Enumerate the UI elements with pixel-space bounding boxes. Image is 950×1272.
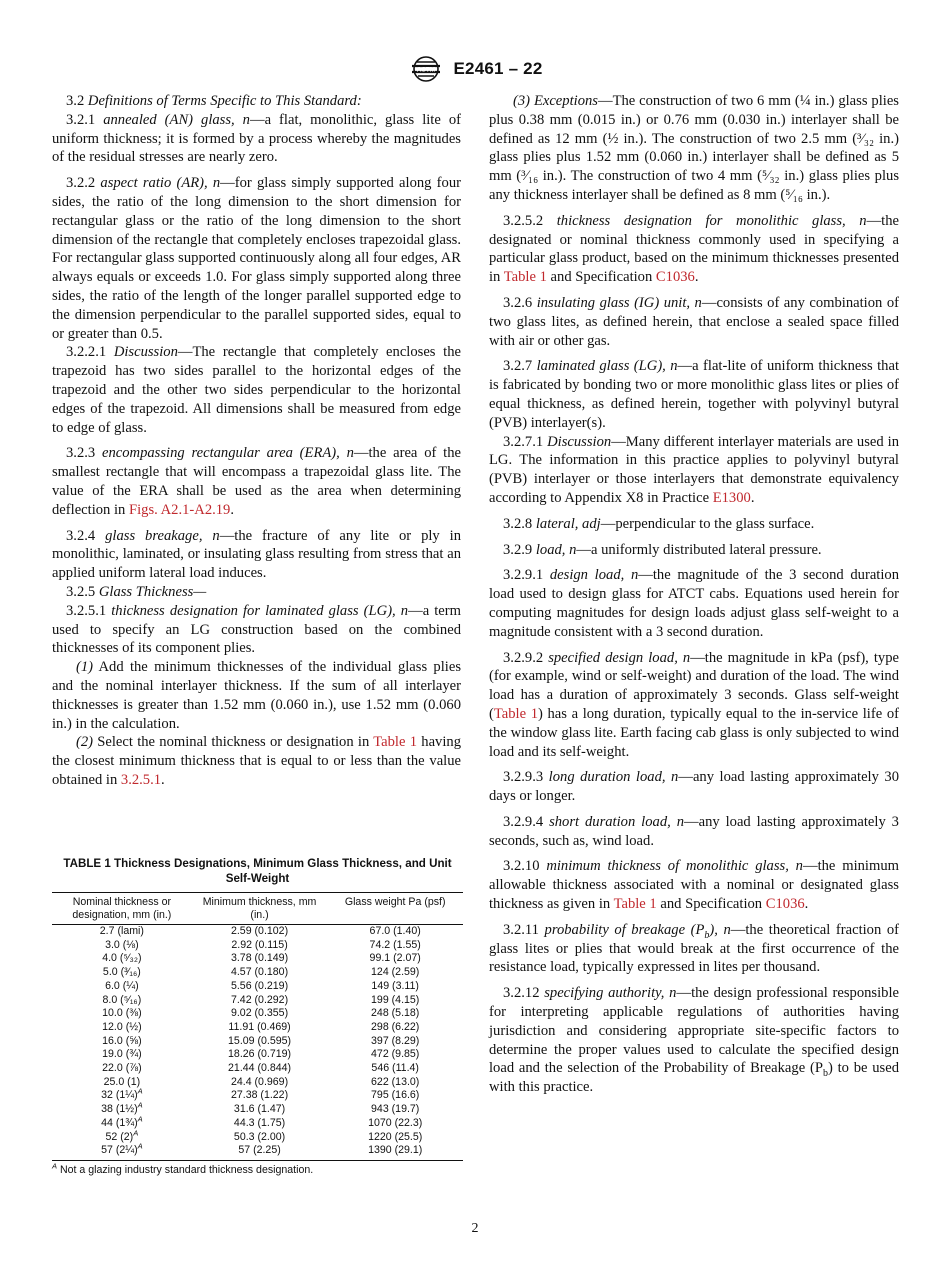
cell-weight: 199 (4.15) xyxy=(371,993,420,1006)
table-row xyxy=(52,1076,463,1090)
section-3-2-7: 3.2.7 laminated glass (LG), n—a flat-lite of uniform thickness that is fabricated by bonding two or more monolithic glass lites or plies of equal thickness, as defined herein, together with polyvinyl butyral (PVB) interlayer(s). xyxy=(489,358,899,431)
table-row xyxy=(52,1007,463,1021)
section-3-2-9-2: 3.2.9.2 specified design load, n—the magnitude in kPa (psf), type (for example, wind or self-weight) and duration of the load. The wind load has a duration of approximately 3 seconds. Glass self-weight (Table 1) has a long duration, typically equal to the in-service life of the window glass lite. Earth facing cab glass is only subjected to wind load and its self-weight. xyxy=(489,649,899,760)
right-column xyxy=(489,92,899,1097)
cell-minimum: 57 (2.25) xyxy=(238,1144,281,1157)
cell-minimum: 50.3 (2.00) xyxy=(233,1130,286,1143)
header-nominal: Nominal thickness or designation, mm (in.) xyxy=(52,893,192,925)
section-3-2: 3.2 Definitions of Terms Specific to This Standard: xyxy=(66,93,362,109)
cell-nominal: 25.0 (1) xyxy=(103,1075,141,1088)
section-3-2-2: 3.2.2 aspect ratio (AR), n—for glass simply supported along four sides, the ratio of the long dimension to the short dimension for rectangular glass or the ratio of the long dimension to the short dimension of the rectangle that completely encloses trapezoidal glass. For rectangular glass supported continuously along all four edges, AR always equals or exceeds 1.0. For glass simply supported along three sides, the ratio of the length of the longer parallel supported edge to the dimension perpendicular to the parallel supported sides, equal to or greater than 0.5. xyxy=(52,175,461,342)
cell-minimum: 3.78 (0.149) xyxy=(230,952,289,965)
cell-weight: 74.2 (1.55) xyxy=(369,938,421,951)
table1-link[interactable]: Table 1 xyxy=(613,896,657,913)
page-header xyxy=(0,54,950,84)
cell-weight: 248 (5.18) xyxy=(371,1007,420,1020)
cell-nominal: 57 (2¼)$^A$ xyxy=(101,1141,143,1157)
cell-nominal: 8.0 (⁵⁄₁₆) xyxy=(102,993,142,1006)
section-3-2-9-3: 3.2.9.3 long duration load, n—any load lasting approximately 30 days or longer. xyxy=(489,769,900,805)
cell-minimum: 31.6 (1.47) xyxy=(233,1103,286,1116)
cell-minimum: 44.3 (1.75) xyxy=(233,1116,286,1129)
table1-link[interactable]: Table 1 xyxy=(373,734,418,751)
table-body xyxy=(52,925,463,1161)
table-row xyxy=(52,1117,463,1131)
document-number: E2461 – 22 xyxy=(453,59,543,78)
thickness-table xyxy=(52,892,463,1161)
section-3-2-5-2: 3.2.5.2 thickness designation for monolithic glass, n—the designated or nominal thickness commonly used in specifying a particular glass product, based on the minimum thicknesses presented in Table 1 and Specification C1036. xyxy=(489,212,899,286)
cell-minimum: 27.38 (1.22) xyxy=(230,1089,289,1102)
section-3-2-5-1-link[interactable]: 3.2.5.1 xyxy=(120,771,162,788)
table-row xyxy=(52,1131,463,1145)
section-3-2-2-1: 3.2.2.1 Discussion—The rectangle that completely encloses the trapezoid has two sides parallel to the horizontal edges of the trapezoid and the other two sides perpendicular to the horizontal edges of the trapezoid. All dimensions shall be measured from edge to edge of glass. xyxy=(52,344,461,436)
cell-weight: 622 (13.0) xyxy=(371,1075,420,1088)
table-row xyxy=(52,980,463,994)
cell-minimum: 9.02 (0.355) xyxy=(230,1007,289,1020)
section-3-2-9-1: 3.2.9.1 design load, n—the magnitude of the 3 second duration load used to design glass for ATCT cabs. Equations used herein for computing magnitudes for design loads adjust glass self-weight to a magnitude consistent with a 3 second duration. xyxy=(489,567,900,640)
section-3-2-7-1: 3.2.7.1 Discussion—Many different interlayer materials are used in LG. The information in this practice applies to polyvinyl butyral (PVB) interlayer or those interlayers that demonstrate equivalency according to Appendix X8 in Practice E1300. xyxy=(489,433,899,506)
astm-logo-icon xyxy=(408,54,444,84)
section-3-2-4: 3.2.4 glass breakage, n—the fracture of any lite or ply in monolithic, laminated, or insulating glass resulting from stress that an applied uniform lateral load induces. xyxy=(52,527,462,582)
cell-weight: 1070 (22.3) xyxy=(368,1116,423,1129)
table-row xyxy=(52,1144,463,1160)
cell-minimum: 21.44 (0.844) xyxy=(228,1062,292,1075)
cell-nominal: 52 $(2)^A$ xyxy=(105,1128,139,1143)
cell-weight: 1390 (29.1) xyxy=(368,1144,423,1157)
table-row xyxy=(52,952,463,966)
cell-nominal: 22.0 (⅞) xyxy=(102,1062,142,1075)
cell-weight: 546 (11.4) xyxy=(371,1062,419,1075)
cell-weight: 67.0 (1.40) xyxy=(369,925,421,937)
cell-weight: 99.1 (2.07) xyxy=(369,952,421,965)
c1036-link[interactable]: C1036 xyxy=(765,896,805,913)
table1-link[interactable]: Table 1 xyxy=(503,269,547,286)
cell-nominal: 44 (1¾)$^A$ xyxy=(101,1114,143,1129)
section-3-2-11: 3.2.11 probability of breakage $(P_b)$, n—the theoretical fraction of glass lites or plies that would break at the first occurrence of the resistance load, typically expressed in lites per thousand. xyxy=(489,921,899,976)
cell-weight: 124 (2.59) xyxy=(371,966,420,979)
table-row xyxy=(52,1035,463,1049)
left-column xyxy=(52,92,461,790)
cell-nominal: 16.0 (⅝) xyxy=(102,1034,142,1047)
table-row xyxy=(52,939,463,953)
table-row xyxy=(52,1062,463,1076)
table-row xyxy=(52,1089,463,1103)
table-row xyxy=(52,966,463,980)
cell-nominal: 6.0 (¼) xyxy=(105,979,139,992)
figs-link[interactable]: Figs. A2.1-A2.19 xyxy=(129,501,231,518)
section-3-2-6: 3.2.6 insulating glass (IG) unit, n—consists of any combination of two glass lites, as defined herein, that enclose a sealed space filled with air or other gas. xyxy=(489,294,899,349)
section-3-2-3: 3.2.3 encompassing rectangular area (ERA), n—the area of the smallest rectangle that will encompass a trapezoidal glass lite. The value of the ERA shall be used as the area when determining deflection in Figs. A2.1-A2.19. xyxy=(52,445,461,518)
cell-nominal: 19.0 (¾) xyxy=(102,1048,142,1061)
cell-weight: 149 (3.11) xyxy=(371,979,419,992)
page-number: 2 xyxy=(471,1221,479,1236)
table-footnote: $^A$ Not a glazing industry standard thickness designation. xyxy=(52,1161,314,1176)
cell-weight: 472 (9.85) xyxy=(371,1048,420,1061)
list-item-2: (2) Select the nominal thickness or designation in Table 1 having the closest minimum thickness that is equal to or less than the value obtained in 3.2.5.1. xyxy=(52,734,461,788)
section-3-2-8: 3.2.8 lateral, adj—perpendicular to the glass surface. xyxy=(503,515,815,532)
table-row xyxy=(52,1048,463,1062)
table-row xyxy=(52,994,463,1008)
section-3-2-10: 3.2.10 minimum thickness of monolithic glass, n—the minimum allowable thickness associated with a nominal or designated glass thickness as given in Table 1 and Specification C1036. xyxy=(489,858,899,913)
cell-nominal: 12.0 (½) xyxy=(102,1020,142,1033)
cell-weight: 795 (16.6) xyxy=(371,1089,420,1102)
cell-minimum: 15.09 (0.595) xyxy=(228,1034,292,1047)
cell-nominal: 5.0 (³⁄₁₆) xyxy=(102,966,141,979)
cell-minimum: 2.92 (0.115) xyxy=(231,938,288,951)
cell-weight: 1220 (25.5) xyxy=(368,1130,423,1143)
e1300-link[interactable]: E1300 xyxy=(712,489,751,506)
section-3-2-5-1: 3.2.5.1 thickness designation for laminated glass (LG), n—a term used to specify an LG construction based on the combined thicknesses of its component plies. xyxy=(52,602,461,657)
cell-minimum: 2.59 (0.102) xyxy=(230,925,289,937)
cell-minimum: 18.26 (0.719) xyxy=(228,1048,292,1061)
section-3-2-9: 3.2.9 load, n—a uniformly distributed lateral pressure. xyxy=(503,541,822,558)
c1036-link[interactable]: C1036 xyxy=(655,269,695,286)
cell-minimum: 11.91 (0.469) xyxy=(228,1020,291,1033)
section-3-2-1: 3.2.1 annealed (AN) glass, n—a flat, monolithic, glass lite of uniform thickness; it is formed by a process whereby the magnitudes of the residual stresses are nearly zero. xyxy=(52,111,461,166)
cell-minimum: 4.57 (0.180) xyxy=(230,966,289,979)
list-item-1: (1) Add the minimum thicknesses of the individual glass plies and the nominal interlayer thickness. If the sum of all interlayer thicknesses is greater than 1.52 mm (0.060 in.), use 1.52 mm (0.060 in.) in the calculation. xyxy=(52,659,461,732)
table1-link[interactable]: Table 1 xyxy=(493,705,539,722)
table-row xyxy=(52,925,463,939)
section-3-2-9-4: 3.2.9.4 short duration load, n—any load lasting approximately 3 seconds, such as, wind load. xyxy=(489,813,899,849)
table-row xyxy=(52,1021,463,1035)
cell-minimum: 24.4 (0.969) xyxy=(230,1075,289,1088)
cell-minimum: 7.42 (0.292) xyxy=(230,993,289,1006)
table-title: TABLE 1 Thickness Designations, Minimum Glass Thickness, and Unit Self-Weight xyxy=(63,857,452,885)
cell-nominal: 32 (1¼)$^A$ xyxy=(101,1086,143,1102)
cell-weight: 943 (19.7) xyxy=(371,1103,420,1116)
cell-weight: 397 (8.29) xyxy=(371,1034,420,1047)
list-item-3: (3) Exceptions—The construction of two 6 mm (¼ in.) glass plies plus 0.38 mm (0.015 in.) or 0.76 mm (0.030 in.) interlayer shall be defined as 12 mm (½ in.). The construction of two 2.5 mm (³⁄₃₂ in.) glass plies plus 1.52 mm (0.060 in.) interlayer shall be defined as 5 mm (³⁄₁₆ in.). The construction of two 4 mm (⁵⁄₃₂ in.) glass plies plus any thickness interlayer shall be defined as 8 mm (⁵⁄₁₆ in.). xyxy=(489,93,899,203)
section-3-2-5: 3.2.5 Glass Thickness— xyxy=(66,583,207,600)
section-3-2-12: 3.2.12 specifying authority, n—the design professional responsible for interpreting applicable regulations of authorities having jurisdiction and considering appropriate site-specific factors to determine the proper values used to calculate the specified design load and the selection of the Probability of Breakage $(P_b)$ to be used with this practice. xyxy=(489,985,899,1096)
header-minimum: Minimum thickness, mm (in.) xyxy=(192,893,328,925)
thickness-table-block xyxy=(52,856,463,1176)
cell-nominal: 4.0 (⁵⁄₃₂) xyxy=(102,952,142,965)
cell-nominal: 3.0 (⅛) xyxy=(105,938,139,951)
cell-nominal: 10.0 (⅜) xyxy=(102,1007,142,1020)
table-header-row xyxy=(52,893,463,925)
table-row xyxy=(52,1103,463,1117)
cell-weight: 298 (6.22) xyxy=(371,1020,420,1033)
cell-nominal: 2.7 (lami) xyxy=(99,925,144,937)
svg-text:ASTM: ASTM xyxy=(416,66,435,74)
cell-minimum: 5.56 (0.219) xyxy=(230,979,289,992)
header-weight: Glass weight Pa (psf) xyxy=(327,893,463,925)
cell-nominal: 38 (1½)$^A$ xyxy=(101,1100,143,1116)
